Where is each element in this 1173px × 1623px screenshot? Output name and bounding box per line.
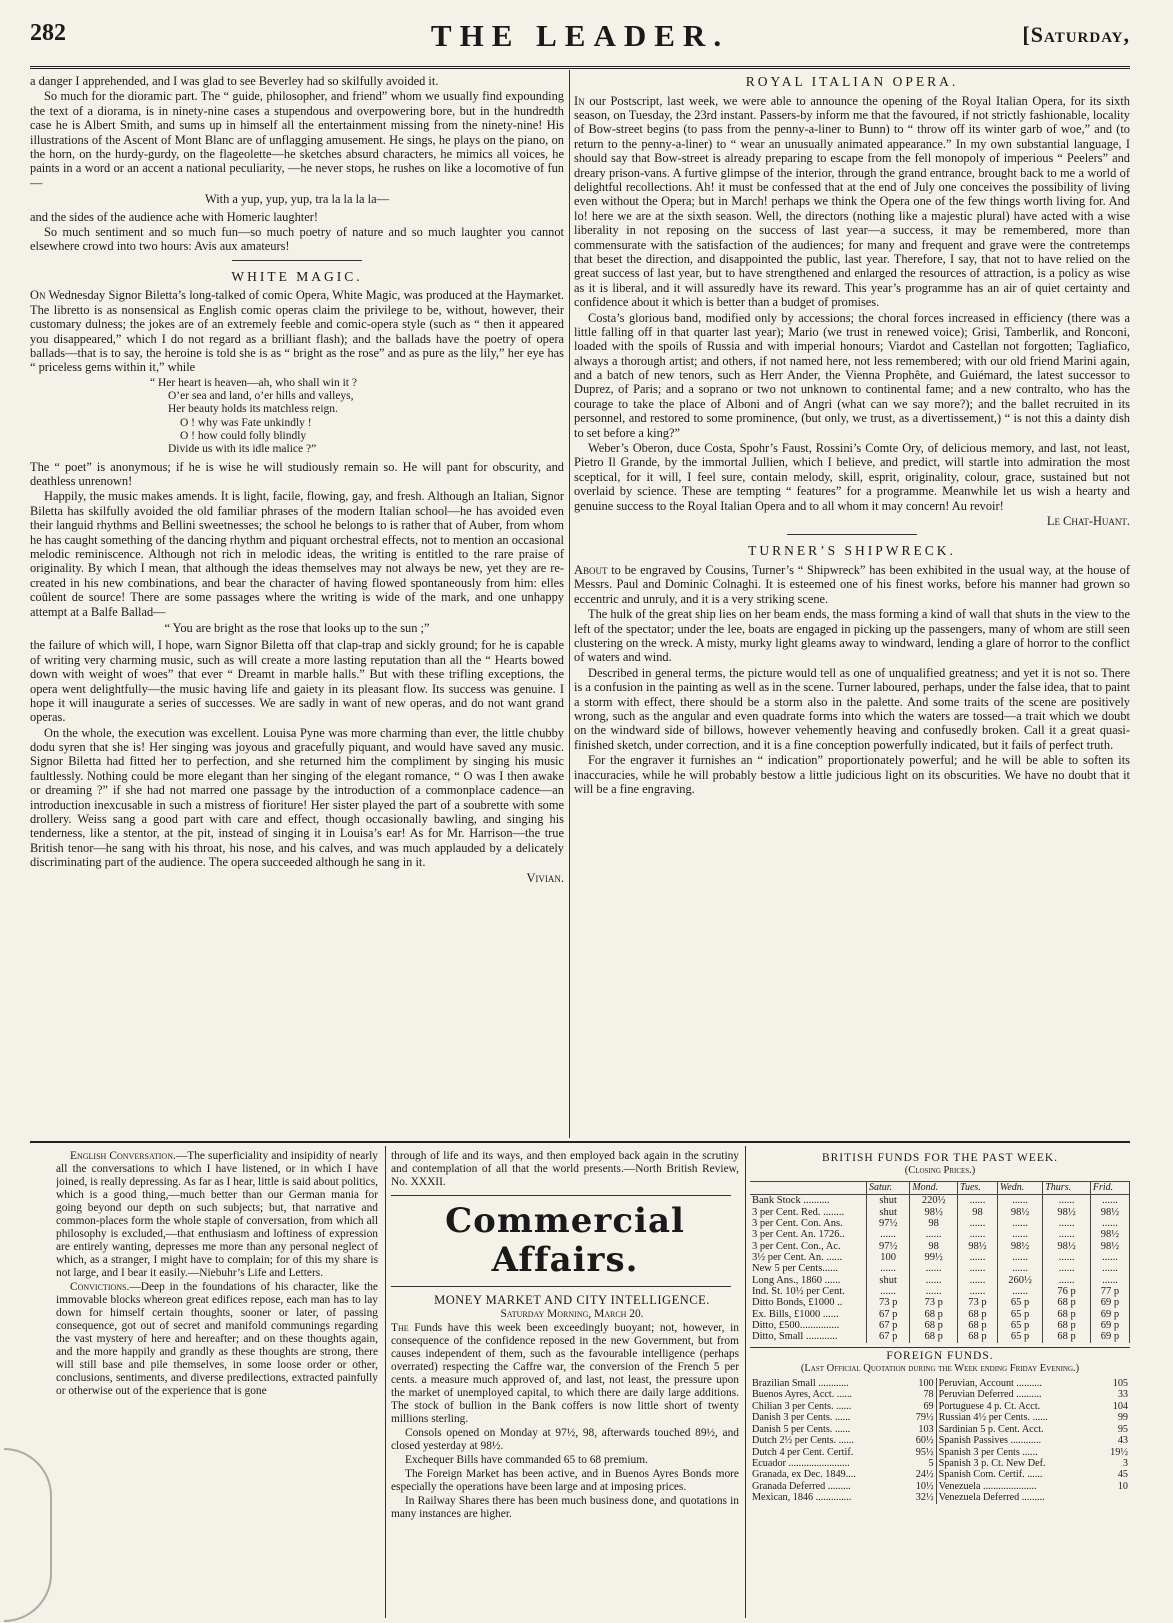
price-cell: 67 p	[867, 1331, 910, 1342]
foreign-funds-table	[750, 1378, 1130, 1504]
turner-paragraph-1	[574, 563, 1130, 606]
price-cell: ......	[1043, 1252, 1091, 1263]
price-cell: 78	[923, 1389, 934, 1401]
lead-word: About	[574, 563, 608, 578]
poem-line: O ! how could folly blindly	[180, 430, 307, 442]
white-magic-paragraph-4: the failure of which will, I hope, warn Signor Biletta off that clap-trap and sickly ground; for he is capable of writing very charming music, such as will create a more lasting reputation than all the “ Hearts bowed down with weight of woes” that ever “ Dreamt in marble halls.” But with these trifling exceptions, the opera went delightfully—the music having life and gaiety in its pleasant flow. Its success was genuine. I hope it will inaugurate a series of successes. We are sadly in want of new operas, and do not want grand operas.	[30, 638, 564, 725]
price-cell: ......	[1090, 1275, 1129, 1286]
price-cell: 68 p	[910, 1309, 958, 1320]
price-cell: 69 p	[1090, 1297, 1129, 1308]
fund-name-cell: 3 per Cent. Red. ........	[750, 1207, 867, 1218]
english-conversation-paragraph	[56, 1150, 378, 1280]
date-line: Saturday Morning, March 20.	[500, 1307, 644, 1320]
price-cell: 33	[1117, 1389, 1128, 1401]
price-cell: 65 p	[997, 1320, 1042, 1331]
money-paragraph-1	[391, 1322, 739, 1426]
price-cell: 98½	[957, 1241, 997, 1252]
price-cell: 10	[1117, 1480, 1128, 1492]
fund-name-cell: 3 per Cent. Con. Ans.	[750, 1218, 867, 1229]
bottom-left-column	[56, 1150, 378, 1618]
fund-name-cell: Bank Stock ..........	[750, 1195, 867, 1207]
table-row	[750, 1469, 1130, 1480]
turner-paragraph-2: The hulk of the great ship lies on her beam ends, the mass forming a kind of wall that shuts in the view to the left of the spectator; under the lee, boats are engaged in picking up the passengers, many of whom are still seen clustering on the wreck. A misty, murky light gleams away to windward, lending a glare of horror to the conflict of waters and wind.	[574, 607, 1130, 665]
price-cell: 79½	[915, 1412, 934, 1424]
column-header	[750, 1181, 867, 1195]
price-cell: ......	[910, 1275, 958, 1286]
table-row	[750, 1195, 1130, 1207]
price-cell: 260½	[997, 1275, 1042, 1286]
page-number: 282	[30, 20, 66, 46]
column-divider	[385, 1146, 386, 1618]
dioramic-paragraph: So much for the dioramic part. The “ guide, philosopher, and friend” whom we usually find expounding the text of a diorama, is in ninety-nine cases a stupendous and overpowering bore, but in the hundredth case he is Albert Smith, and sums up in himself all the entertainment missing from the ninety-nine! His illustrations of the Ascent of Mont Blanc are of unflagging amusement. He sings, he plays on the piano, on the horn, on the hurdy-gurdy, on the flageolette—he sketches absurd characters, he mimics all voices, he paints in a word or an accent a national peculiarity, —he never stops, he rushes on like a locomotive of fun—	[30, 89, 564, 190]
table-header-row	[750, 1181, 1130, 1195]
price-cell: 220½	[910, 1195, 958, 1207]
price-cell: 5	[928, 1458, 934, 1470]
price-cell: shut	[867, 1195, 910, 1207]
fund-name-cell: New 5 per Cents......	[750, 1263, 867, 1274]
price-cell: 98	[910, 1241, 958, 1252]
column-header: Satur.	[867, 1181, 910, 1195]
section-break-rule	[30, 1141, 1130, 1143]
fund-name-cell: Peruvian, Account ..........	[936, 1378, 1099, 1389]
lead-phrase: English Conversation.	[70, 1150, 176, 1162]
fund-name-cell: Spanish 3 per Cents ......	[936, 1447, 1099, 1458]
poem-line: Divide us with its idle malice ?”	[168, 443, 317, 456]
price-cell: 73 p	[910, 1297, 958, 1308]
table-row	[750, 1320, 1130, 1331]
price-cell: ......	[910, 1286, 958, 1297]
paragraph-text: our Postscript, last week, we were able to announce the opening of the Royal Italian Opera, for its sixth season, on Tuesday, the 23rd instant. Passers-by inform me that the favoured, if not strictly fashionable, locality of Bow-street begins (to pass from the penny-a-liner to Bunn) to “ throw off its winter garb of woe,” and (to return to the penny-a-liner) to “ wear an unusually animated appearance.” In my own substantial language, I should say that Bow-street is already preparing to escape from the fell monopoly of imperious “ Peelers” and dreary prison-vans. A furtive glimpse of the interior, through the grand entrance, brought back to me a world of delightful recollections. Ah! it must be confessed that at the end of July one conceives the possibility of living even without the Opera; but in March! perhaps we think the Opera one of the few things worth living for. And lo! here we are at the sixth season. Well, the directors (nothing like a majestic plural) have acted with a wise liberality in not reposing on the success of last year—a success, it may be remembered, more than commensurate with the satisfaction of the audiences; for many and frequent and grave were the contretemps that beset the direction, and disappointed the public, last year. Therefore, I say, that not to have relied on the great success of last year, but to have strengthened and enlarged the resources of attraction, is a policy as wise as it is liberal, and it will assuredly have its reward. This year’s programme has an air of quiet certainty and confidence about it which is better than a budget of promises.	[574, 93, 1130, 310]
price-cell: ......	[867, 1263, 910, 1274]
review-continuation: through of life and its ways, and then employed back again in the scrutiny and contemplation of all that the world presents.—North British Review, No. XXXII.	[391, 1150, 739, 1188]
table-row	[750, 1241, 1130, 1252]
price-cell: 65 p	[997, 1297, 1042, 1308]
paragraph-text: Wednesday Signor Biletta’s long-talked of comic Opera, White Magic, was produced at the Haymarket. The libretto is as nonsensical as English comic operas claim the privilege to be, without, however, their customary dulness; the jokes are of an extremely feeble and comic-opera style (such as “ then it appeared you disappeared,” which I do not regard as a brilliant flash); and the ballads have the poetry of opera ballads—that is to say, the heroine is told she is as “ bright as the rose” and as pure as the lily,” her eye has “ priceless gems within it,” while	[30, 288, 564, 375]
column-header: Thurs.	[1043, 1181, 1091, 1195]
price-cell: 69 p	[1090, 1320, 1129, 1331]
table-row	[750, 1275, 1130, 1286]
paragraph-text: —The superficiality and insipidity of nearly all the conversations to which I have listened, or in which I have joined, is really depressing. As far as I hear, little is said about politics, which is a good thing,—much better than our German mania for going beyond our depth on such subjects; but, that narrative and common-places form the whole staple of conversation, from which all philosophy is excluded,—that enthusiasm and loftiness of expression are entirely wanting, depresses me more than any personal neglect of which, as a stranger, I might have to complain; for of this my share is not large, and I bear it easily.—Niebuhr’s Life and Letters.	[56, 1150, 378, 1279]
price-cell: 68 p	[1043, 1320, 1091, 1331]
poem-block	[30, 377, 564, 457]
price-cell: ......	[997, 1263, 1042, 1274]
fund-name-cell: Peruvian Deferred ..........	[936, 1389, 1099, 1400]
price-cell: ......	[1090, 1195, 1129, 1207]
section-divider	[391, 1195, 731, 1196]
section-divider	[787, 534, 917, 535]
section-divider	[391, 1286, 731, 1287]
table-row	[750, 1218, 1130, 1229]
price-cell: 68 p	[957, 1320, 997, 1331]
masthead-rule	[30, 66, 1130, 69]
price-cell: 97½	[867, 1218, 910, 1229]
white-magic-paragraph-5: On the whole, the execution was excellent. Louisa Pyne was more charming than ever, the little chubby dodu syren that she is! Her singing was joyous and gracefully piquant, and would have saved any music. Signor Biletta had fitted her to perfection, and she returned him the compliment by singing his music faultlessly. Nothing could be more elegant than her singing of the elegant romance, “ O was I then awake or dreaming ?” if she had not marred one passage by the introduction of a commonplace cadence—an introduction inexcusable in such a mistress of fioriture! Her sister played the part of a soubrette with some drollery. Weiss sang a good part with care and effect, though occasionally bawling, and singing his tenderness, like a stentor, at the pit, instead of singing it in Louisa’s ear! As for Mr. Harrison—the true British tenor—he sang with his throat, his nose, and his calves, and was much applauded by a delicately discriminating part of the audience. The opera succeeded although he sang in it.	[30, 725, 564, 870]
fund-name-cell: Danish 3 per Cents. ......	[752, 1412, 851, 1424]
foreign-funds-subtitle: (Last Official Quotation during the Week ending Friday Evening.)	[800, 1362, 1080, 1374]
table-row	[750, 1229, 1130, 1240]
poem-line: “ Her heart is heaven—ah, who shall win it ?	[150, 376, 357, 389]
price-cell: ......	[957, 1229, 997, 1240]
price-cell: ......	[910, 1229, 958, 1240]
library-stamp	[4, 1448, 52, 1622]
money-paragraph-3: Exchequer Bills have commanded 65 to 68 premium.	[405, 1453, 648, 1466]
price-cell: shut	[867, 1207, 910, 1218]
price-cell: ......	[1090, 1218, 1129, 1229]
lead-phrase: Convictions.	[70, 1281, 130, 1293]
price-cell: 24½	[915, 1469, 934, 1481]
british-funds-subtitle: (Closing Prices.)	[904, 1165, 976, 1177]
price-cell: 69 p	[1090, 1331, 1129, 1342]
price-cell: 100	[867, 1252, 910, 1263]
fund-name-cell: Venezuela .....................	[936, 1481, 1099, 1492]
money-paragraph-4: The Foreign Market has been active, and in Buenos Ayres Bonds more especially the operations have been large and at imposing prices.	[391, 1467, 739, 1493]
white-magic-paragraph-1	[30, 288, 564, 374]
fund-name-cell: Chilian 3 per Cents. ......	[752, 1400, 852, 1412]
intro-paragraph: a danger I apprehended, and I was glad to see Beverley had so skilfully avoided it.	[30, 74, 439, 88]
column-header: Frid.	[1090, 1181, 1129, 1195]
price-cell: 60½	[915, 1435, 934, 1447]
fund-name-cell: 3 per Cent. An. 1726..	[750, 1229, 867, 1240]
price-cell: 69	[923, 1400, 934, 1412]
price-cell: 99½	[910, 1252, 958, 1263]
price-cell: 103	[918, 1423, 934, 1435]
table-row	[750, 1309, 1130, 1320]
masthead	[30, 14, 1130, 60]
price-cell: 32½	[915, 1492, 934, 1504]
price-cell: 98½	[1090, 1241, 1129, 1252]
price-cell: 65 p	[997, 1331, 1042, 1342]
foreign-funds-title: FOREIGN FUNDS.	[886, 1349, 994, 1362]
table-row	[750, 1492, 1130, 1503]
money-paragraph-2: Consols opened on Monday at 97½, 98, afterwards touched 89½, and closed yesterday at 98½.	[391, 1426, 739, 1452]
price-cell: ......	[957, 1252, 997, 1263]
table-row	[750, 1481, 1130, 1492]
money-paragraph-5: In Railway Shares there has been much business done, and quotations in many instances are higher.	[391, 1494, 739, 1520]
price-cell: ......	[1043, 1195, 1091, 1207]
price-cell: ......	[910, 1263, 958, 1274]
right-column	[574, 74, 1130, 1134]
price-cell: ......	[997, 1195, 1042, 1207]
price-cell: 45	[1117, 1469, 1128, 1481]
column-header: Wedn.	[997, 1181, 1042, 1195]
price-cell: 68 p	[1043, 1309, 1091, 1320]
signature-chat-huant: Le Chat-Huant.	[1046, 513, 1130, 528]
price-cell: 100	[918, 1378, 934, 1390]
fund-name-cell: Dutch 4 per Cent. Certif.	[752, 1446, 854, 1458]
price-cell: 98½	[1043, 1207, 1091, 1218]
fund-name-cell: Ditto, Small ............	[750, 1331, 867, 1342]
price-cell: 67 p	[867, 1320, 910, 1331]
paragraph-text: to be engraved by Cousins, Turner’s “ Shipwreck” has been exhibited in the usual way, at the house of Messrs. Paul and Dominic Colnaghi. It is esteemed one of his finest works, before his manner had grown so eccentric and unruly, and it is a very striking scene.	[574, 563, 1130, 606]
price-cell: 98½	[997, 1241, 1042, 1252]
price-cell: 19½	[1110, 1446, 1128, 1458]
column-header: Tues.	[957, 1181, 997, 1195]
table-row	[750, 1412, 1130, 1423]
white-magic-heading: WHITE MAGIC.	[231, 268, 363, 284]
verse-yup: With a yup, yup, yup, tra la la la la—	[205, 192, 389, 207]
fund-name-cell: Granada, ex Dec. 1849....	[752, 1469, 856, 1481]
fund-name-cell: Venezuela Deferred .........	[936, 1492, 1099, 1503]
paragraph-text: Funds have this week been exceedingly buoyant; not, however, in consequence of the confidence reposed in the new Government, but from causes independent of them, such as the favourable intelligence (perhaps overrated) respecting the Caffre war, the conversion of the French 5 per cents. a measure much approved of, and last, not least, the pressure upon the market of unemployed capital, to which there are daily large additions. The stock of bullion in the Bank coffers is now little short of twenty millions sterling.	[391, 1321, 739, 1425]
price-cell: 68 p	[910, 1331, 958, 1342]
fund-name-cell: Buenos Ayres, Acct. ......	[752, 1389, 853, 1401]
british-funds-table	[750, 1181, 1130, 1343]
funds-column	[750, 1150, 1130, 1618]
fund-name-cell: 3½ per Cent. An. ......	[750, 1252, 867, 1263]
fund-name-cell: Ex. Bills, £1000 ......	[750, 1309, 867, 1320]
table-row	[750, 1401, 1130, 1412]
poem-line: Her beauty holds its matchless reign.	[168, 403, 338, 416]
price-cell: 68 p	[957, 1331, 997, 1342]
price-cell: ......	[957, 1218, 997, 1229]
fund-name-cell: Ditto Bonds, £1000 ..	[750, 1297, 867, 1308]
table-row	[750, 1378, 1130, 1389]
price-cell: 76 p	[1043, 1286, 1091, 1297]
price-cell: 69 p	[1090, 1309, 1129, 1320]
price-cell: 73 p	[957, 1297, 997, 1308]
left-column	[30, 74, 564, 1134]
fund-name-cell: Ind. St. 10½ per Cent.	[750, 1286, 867, 1297]
table-row	[750, 1458, 1130, 1469]
turner-paragraph-3: Described in general terms, the picture would tell as one of unqualified greatness; and yet it is not so. There is a confusion in the painting as well as in the scene. Turner laboured, perhaps, under the false idea, that to paint a storm with effect, there should be a storm also in the palette. And some traits of the scene are positively wrong, such as the angular and even quadrate forms into which the waters are tossed—a trait which we doubt on the windward side of billows, however vehemently heaving and confusedly broken. Call it a great quasi-finished sketch, under correction, and it is a fine conception powerfully indicated, but it fails of perfect truth.	[574, 665, 1130, 752]
column-divider	[745, 1146, 746, 1618]
table-row	[750, 1263, 1130, 1274]
price-cell: 73 p	[867, 1297, 910, 1308]
fund-name-cell: Ecuador ........................	[752, 1458, 850, 1470]
poem-line: O’er sea and land, o’er hills and valleys,	[168, 390, 354, 403]
price-cell: 104	[1112, 1400, 1128, 1412]
price-cell: 98½	[1043, 1241, 1091, 1252]
price-cell: ......	[1043, 1275, 1091, 1286]
price-cell: 98½	[910, 1207, 958, 1218]
lead-word: In	[574, 93, 585, 108]
issue-day: [Saturday,	[1022, 22, 1130, 47]
opera-paragraph-2: Costa’s glorious band, modified only by accessions; the choral forces increased in efficiency (there was a little falling off in that quarter last year); Mario (we trust in renewed voice); Grisi, Tamberlik, and Ronconi, loaded with the spoils of Russia and with imperial honours; Viardot and Castellan not forgotten; Tagliafico, always a thorough artist; and others, if not named here, not less remembered; with our old friend Marini again, and a batch of new tenors, such as Herr Ander, the Vienna Prophête, and Guiémard, the latest successor to Duprez, of Paris; and a soprano or two not unknown to continental fame; and a new contralto, who has the courage to take the place of Alboni and of Angri (what can we say more?); and the ballet recruited in its personnel, and restored to some prominence, (but only, we trust, as a divertissement,) “ is not this a dainty dish to set before a king?”	[574, 310, 1130, 440]
signature-vivian: Vivian.	[526, 870, 564, 885]
price-cell: ......	[867, 1286, 910, 1297]
price-cell: ......	[867, 1229, 910, 1240]
lead-word: The	[391, 1321, 409, 1334]
fund-name-cell: Spanish Com. Certif. ......	[936, 1469, 1099, 1480]
price-cell: 68 p	[1043, 1297, 1091, 1308]
table-row	[750, 1424, 1130, 1435]
british-funds-title: BRITISH FUNDS FOR THE PAST WEEK.	[821, 1152, 1059, 1164]
price-cell: 3	[1122, 1458, 1128, 1470]
price-cell: 95	[1117, 1423, 1128, 1435]
table-row	[750, 1435, 1130, 1446]
newspaper-title: THE LEADER.	[430, 18, 730, 53]
convictions-paragraph	[56, 1281, 378, 1398]
price-cell: 98	[910, 1218, 958, 1229]
money-market-heading: MONEY MARKET AND CITY INTELLIGENCE.	[434, 1292, 710, 1307]
price-cell	[1099, 1492, 1130, 1503]
price-cell: 10½	[915, 1480, 934, 1492]
fund-name-cell: Long Ans., 1860 ......	[750, 1275, 867, 1286]
price-cell: 95½	[915, 1446, 934, 1458]
sentiment-paragraph: So much sentiment and so much fun—so much poetry of nature and so much laughter you cannot elsewhere crowd into two hours: Avis aux amateurs!	[30, 224, 564, 254]
price-cell: ......	[997, 1218, 1042, 1229]
price-cell: 68 p	[910, 1320, 958, 1331]
verse-sun: “ You are bright as the rose that looks up to the sun ;”	[164, 620, 430, 635]
price-cell: 98½	[997, 1207, 1042, 1218]
price-cell: 43	[1117, 1435, 1128, 1447]
fund-name-cell: Portuguese 4 p. Ct. Acct.	[936, 1401, 1099, 1412]
paragraph-text: —Deep in the foundations of his character, like the immovable blocks whereon great edifices repose, each man has to lay down for himself certain thoughts, sooner or later, of passing consequence, got out of secret and manifold communings regarding the vast mystery of here and hereafter; and on these thoughts again, and the more happily and grandly as these thoughts are strong, there will still base and pile themselves, in some loose order or other, conclusions, sentiments, and diverse predilections, extracted painfully or otherwise out of the experience that is gone	[56, 1281, 378, 1397]
price-cell: ......	[957, 1195, 997, 1207]
price-cell: ......	[1043, 1229, 1091, 1240]
table-row	[750, 1207, 1130, 1218]
column-divider	[569, 70, 570, 1138]
price-cell: ......	[1090, 1263, 1129, 1274]
section-divider	[232, 260, 362, 261]
fund-name-cell: Spanish 3 p. Ct. New Def.	[936, 1458, 1099, 1469]
homeric-paragraph: and the sides of the audience ache with Homeric laughter!	[30, 209, 318, 224]
commercial-affairs-heading: Commercial Affairs.	[445, 1201, 685, 1280]
price-cell: ......	[1090, 1252, 1129, 1263]
price-cell: 68 p	[1043, 1331, 1091, 1342]
table-divider	[750, 1347, 1130, 1348]
fund-name-cell: Dutch 2½ per Cents. ......	[752, 1435, 854, 1447]
white-magic-paragraph-3: Happily, the music makes amends. It is light, facile, flowing, gay, and fresh. Although an Italian, Signor Biletta has skilfully avoided the old familiar phrases of the modern Italian school—he has avoided even their languid rhythms and Bellini sweetnesses; the school he belongs to is rather that of Auber, from whom he has caught something of the dancing rhythm and piquant orchestral effects, not to mention an occasional melodic reminiscence. Although not rich in melodic ideas, the writing is entitled to the rare praise of originality. By which I mean, that although the ideas themselves may not always be new, yet they are re-created in his new combinations, and bear the character of having flowed spontaneously from him: elles coûlent de source! There are some passages where the writing is wide of the mark, and one unhappy attempt at a Balfe Ballad—	[30, 489, 564, 619]
table-row	[750, 1389, 1130, 1400]
price-cell: ......	[997, 1252, 1042, 1263]
price-cell: 77 p	[1090, 1286, 1129, 1297]
fund-name-cell: Mexican, 1846 ..............	[752, 1492, 852, 1504]
fund-name-cell: Danish 5 per Cents. ......	[752, 1423, 851, 1435]
fund-name-cell: Ditto, £500...............	[750, 1320, 867, 1331]
price-cell: ......	[997, 1286, 1042, 1297]
price-cell: ......	[957, 1263, 997, 1274]
poem-line: O ! why was Fate unkindly !	[180, 416, 312, 429]
price-cell: ......	[957, 1275, 997, 1286]
price-cell: 68 p	[957, 1309, 997, 1320]
opera-paragraph-1	[574, 94, 1130, 310]
price-cell: 105	[1112, 1378, 1128, 1390]
price-cell: 97½	[867, 1241, 910, 1252]
price-cell: ......	[1043, 1218, 1091, 1229]
opera-paragraph-3: Weber’s Oberon, duce Costa, Spohr’s Faust, Rossini’s Comte Ory, of delicious memory, and last, not least, Pietro Il Grande, by the immortal Jullien, which I believe, and predict, will startle into admiration the most sceptical, for it will, I feel sure, contain melody, skill, esprit, originality, colour, grace, sustained but not overlaid by science. These are tempting “ features” for a programme. Meanwhile let us wish a hearty and genuine success to the Royal Italian Opera and to all whom it may concern! Au revoir!	[574, 441, 1130, 513]
price-cell: ......	[1043, 1263, 1091, 1274]
price-cell: 98	[957, 1207, 997, 1218]
table-row	[750, 1286, 1130, 1297]
lead-word: On	[30, 288, 46, 303]
bottom-middle-column	[391, 1150, 739, 1618]
table-row	[750, 1331, 1130, 1342]
price-cell: shut	[867, 1275, 910, 1286]
price-cell: 99	[1117, 1412, 1128, 1424]
column-header: Mond.	[910, 1181, 958, 1195]
opera-heading: ROYAL ITALIAN OPERA.	[745, 74, 959, 89]
fund-name-cell: 3 per Cent. Con., Ac.	[750, 1241, 867, 1252]
table-row	[750, 1297, 1130, 1308]
price-cell: 98½	[1090, 1207, 1129, 1218]
fund-name-cell: Sardinian 5 p. Cent. Acct.	[936, 1424, 1099, 1435]
fund-name-cell: Spanish Passives ............	[936, 1435, 1099, 1446]
turner-heading: TURNER’S SHIPWRECK.	[748, 543, 956, 559]
white-magic-paragraph-2: The “ poet” is anonymous; if he is wise he will studiously remain so. He will pant for obscurity, and deathless unrenown!	[30, 459, 564, 489]
price-cell: 98½	[1090, 1229, 1129, 1240]
price-cell: 65 p	[997, 1309, 1042, 1320]
price-cell: ......	[997, 1229, 1042, 1240]
fund-name-cell: Brazilian Small ............	[752, 1378, 849, 1390]
table-row	[750, 1447, 1130, 1458]
price-cell: 67 p	[867, 1309, 910, 1320]
turner-paragraph-4: For the engraver it furnishes an “ indication” proportionately powerful; and he will be able to soften its inaccuracies, while he will probably bestow a little judicious light on its obscurities. We have no doubt that it will be a fine engraving.	[574, 753, 1130, 796]
fund-name-cell: Granada Deferred .........	[752, 1480, 851, 1492]
price-cell: ......	[957, 1286, 997, 1297]
fund-name-cell: Russian 4½ per Cents. ......	[936, 1412, 1099, 1423]
table-row	[750, 1252, 1130, 1263]
